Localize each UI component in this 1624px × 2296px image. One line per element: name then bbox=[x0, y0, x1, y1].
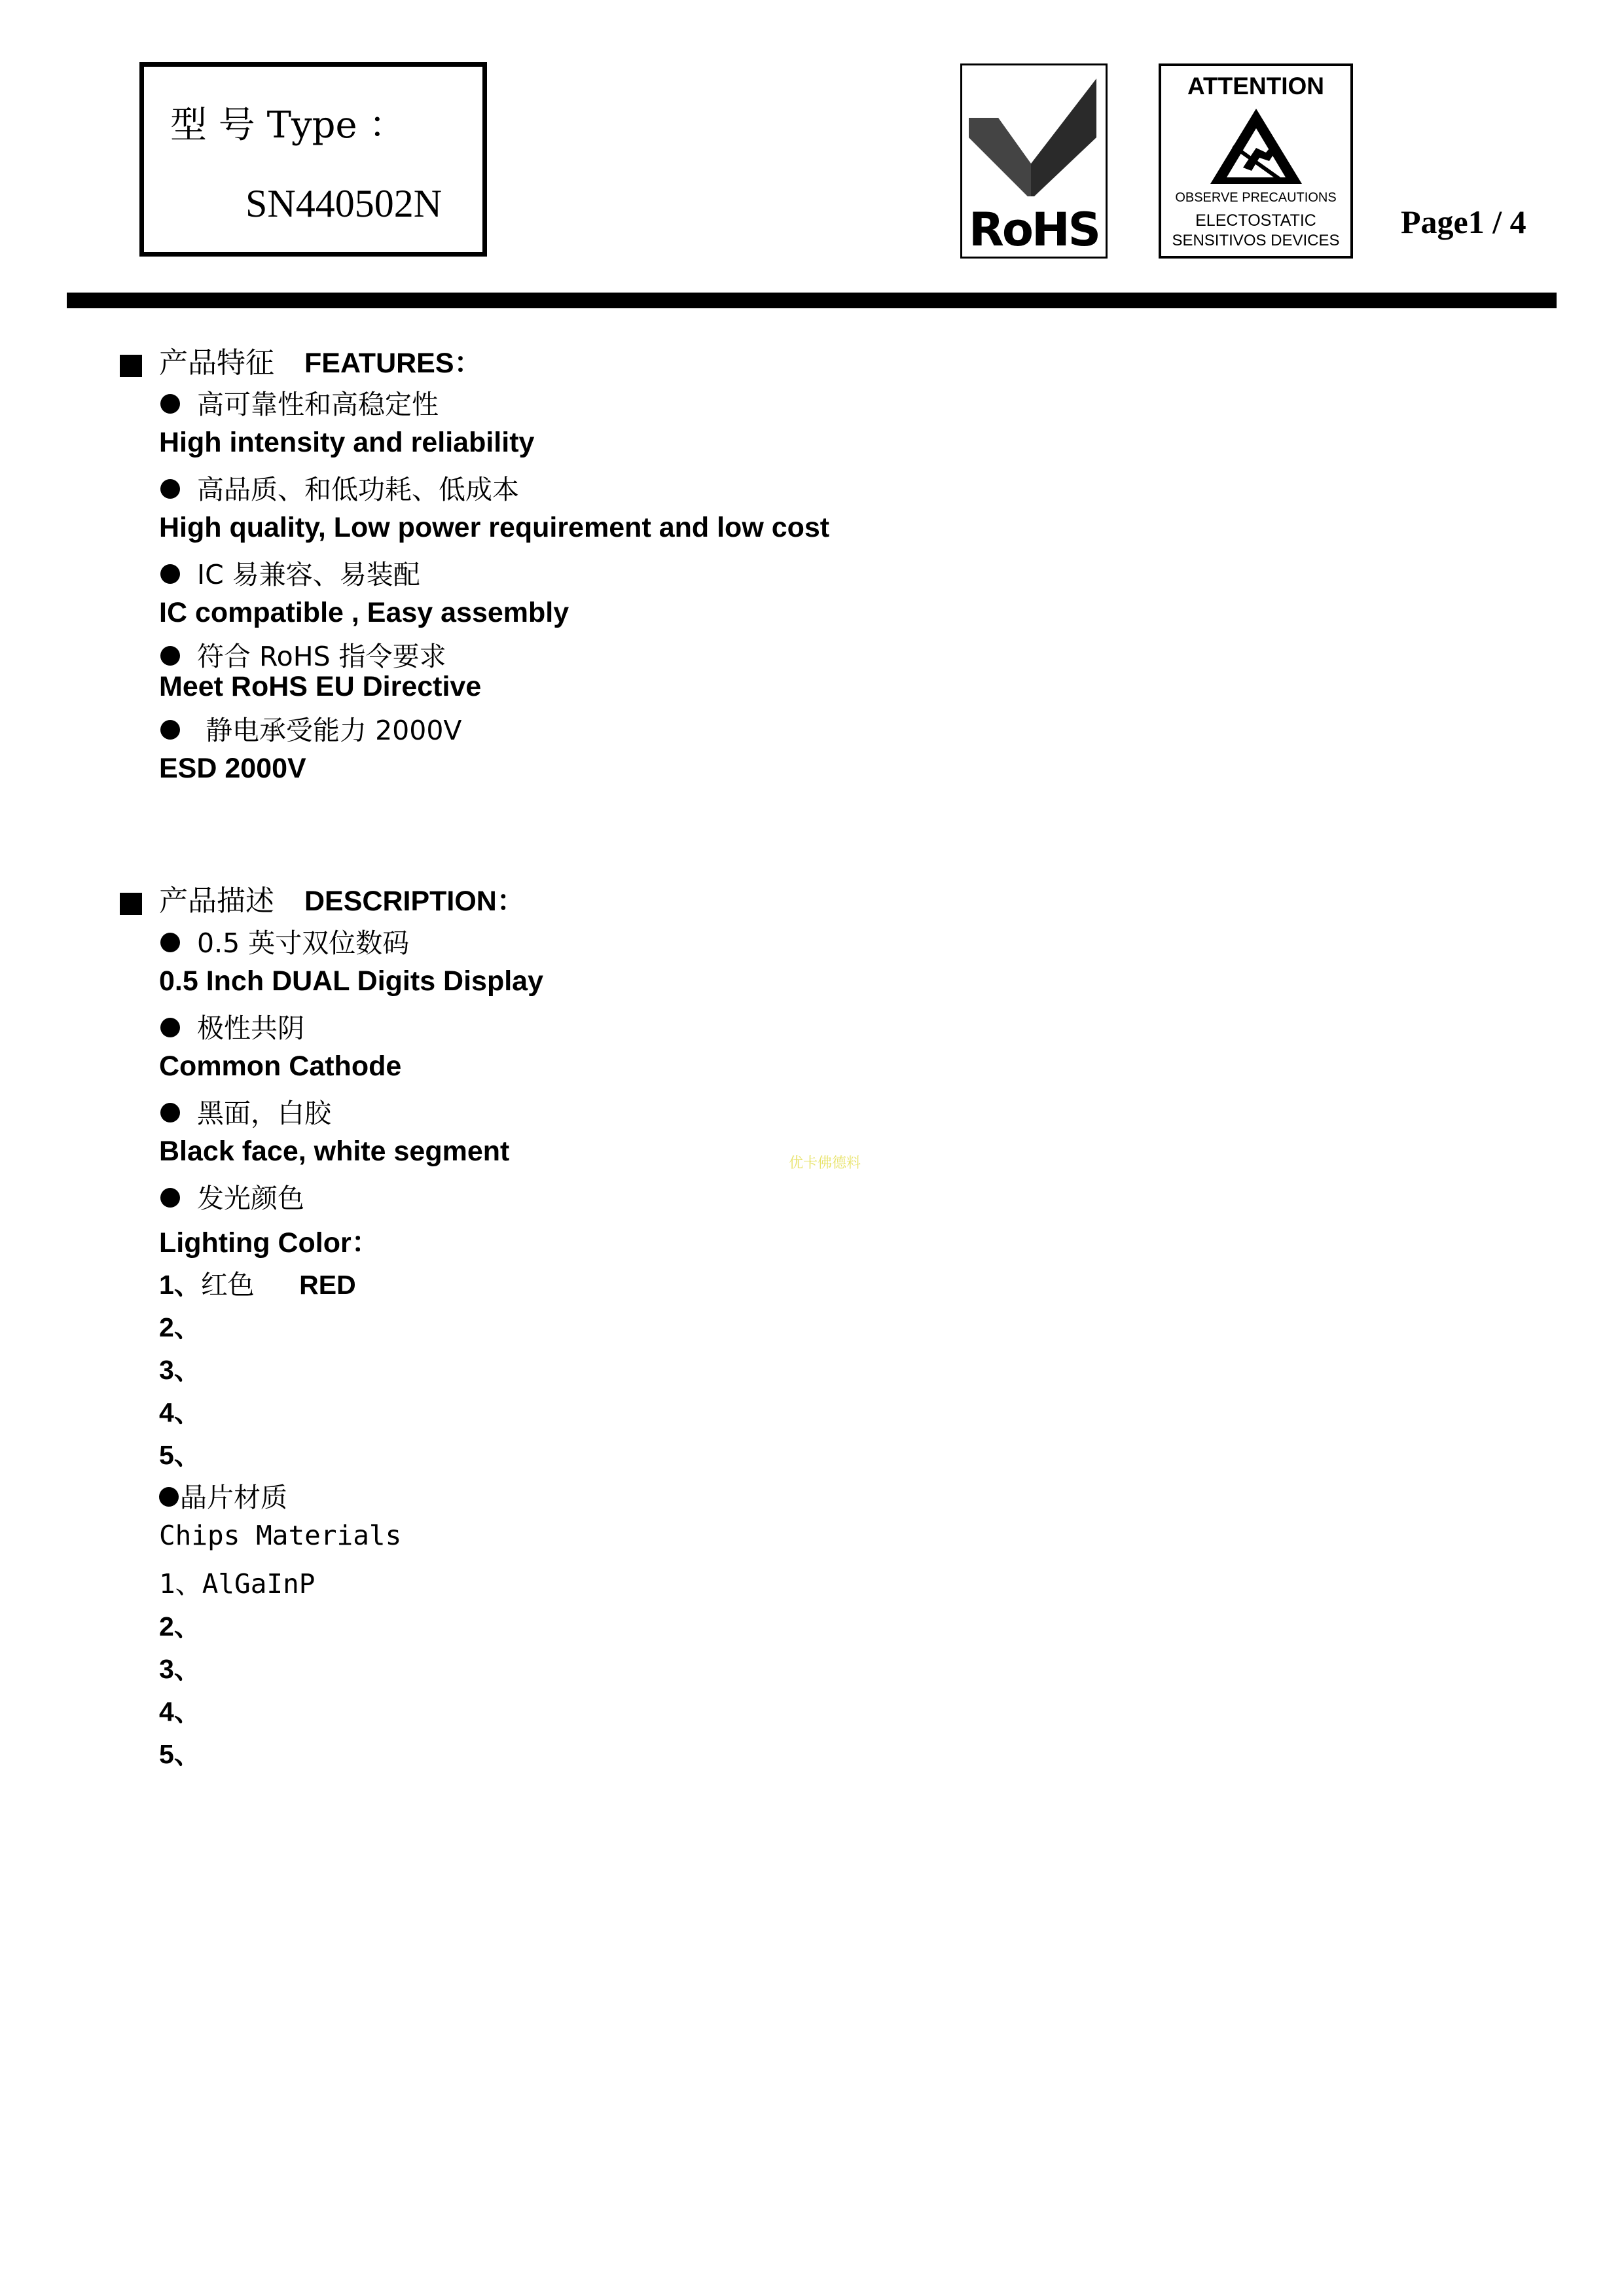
color-row: 2、 bbox=[159, 1312, 201, 1342]
bullet-icon bbox=[160, 1188, 180, 1208]
feature-item-cn: 符合 RoHS 指令要求 bbox=[160, 635, 446, 673]
bullet-icon bbox=[160, 1018, 180, 1037]
chips-heading-cn: 晶片材质 bbox=[159, 1476, 287, 1515]
esd-warning-icon bbox=[1207, 105, 1305, 187]
bullet-icon bbox=[160, 564, 180, 584]
feature-item-cn: 静电承受能力 2000V bbox=[160, 709, 461, 747]
checkmark-icon bbox=[962, 65, 1106, 203]
rohs-logo bbox=[960, 63, 1108, 259]
esd-line-1: OBSERVE PRECAUTIONS bbox=[1175, 190, 1337, 205]
esd-attention-label bbox=[1159, 63, 1353, 259]
watermark: 优卡佛德料 bbox=[789, 1155, 861, 1172]
description-item-cn: 黑面，白胶 bbox=[160, 1092, 331, 1130]
feature-item-cn: 高可靠性和高稳定性 bbox=[160, 383, 439, 422]
esd-line-2: ELECTOSTATIC bbox=[1195, 211, 1316, 230]
bullet-icon bbox=[159, 1487, 179, 1507]
feature-item-en: ESD 2000V bbox=[159, 753, 306, 784]
description-item-cn: 极性共阴 bbox=[160, 1007, 304, 1045]
description-heading bbox=[120, 877, 525, 916]
rohs-label: RoHS bbox=[969, 203, 1099, 257]
chip-row: 4、 bbox=[159, 1696, 201, 1727]
description-item-en: Lighting Color： bbox=[159, 1227, 380, 1259]
color-row: 5、 bbox=[159, 1440, 201, 1470]
description-item-cn: 0.5 英寸双位数码 bbox=[160, 922, 409, 960]
features-heading-cn: 产品特征 bbox=[159, 346, 274, 380]
description-heading-cn: 产品描述 bbox=[159, 884, 274, 918]
color-row: 1、红色 RED bbox=[159, 1269, 356, 1300]
feature-item-en: IC compatible , Easy assembly bbox=[159, 597, 569, 628]
description-item-en: 0.5 Inch DUAL Digits Display bbox=[159, 965, 544, 997]
description-heading-en: DESCRIPTION： bbox=[304, 886, 525, 917]
chips-heading-en: Chips Materials bbox=[159, 1520, 402, 1551]
description-item-en: Common Cathode bbox=[159, 1050, 402, 1082]
feature-item-en: Meet RoHS EU Directive bbox=[159, 671, 482, 702]
bullet-icon bbox=[160, 1103, 180, 1122]
page-number: Page1 / 4 bbox=[1401, 204, 1526, 240]
square-bullet-icon bbox=[120, 355, 142, 377]
type-value: SN440502N bbox=[245, 182, 442, 225]
header-divider bbox=[67, 293, 1557, 308]
feature-item-en: High quality, Low power requirement and low cost bbox=[159, 512, 830, 543]
features-heading-en: FEATURES： bbox=[304, 348, 482, 379]
color-row: 3、 bbox=[159, 1355, 201, 1385]
feature-item-cn: 高品质、和低功耗、低成本 bbox=[160, 468, 519, 507]
chip-row: 1、AlGaInP bbox=[159, 1568, 316, 1600]
bullet-icon bbox=[160, 394, 180, 414]
color-row: 4、 bbox=[159, 1397, 201, 1427]
features-heading bbox=[120, 339, 482, 378]
type-label: 型 号 Type ： bbox=[170, 104, 406, 147]
bullet-icon bbox=[160, 933, 180, 952]
bullet-icon bbox=[160, 646, 180, 666]
esd-line-3: SENSITIVOS DEVICES bbox=[1172, 232, 1340, 249]
chip-row: 3、 bbox=[159, 1654, 201, 1684]
square-bullet-icon bbox=[120, 893, 142, 915]
description-item-en: Black face, white segment bbox=[159, 1136, 510, 1167]
description-item-cn: 发光颜色 bbox=[160, 1177, 304, 1215]
bullet-icon bbox=[160, 479, 180, 499]
chip-row: 2、 bbox=[159, 1611, 201, 1641]
model-type-box bbox=[139, 62, 487, 257]
chip-row: 5、 bbox=[159, 1739, 201, 1769]
feature-item-en: High intensity and reliability bbox=[159, 427, 535, 458]
bullet-icon bbox=[160, 720, 180, 740]
feature-item-cn: IC 易兼容、易装配 bbox=[160, 553, 420, 592]
esd-title: ATTENTION bbox=[1187, 73, 1324, 99]
